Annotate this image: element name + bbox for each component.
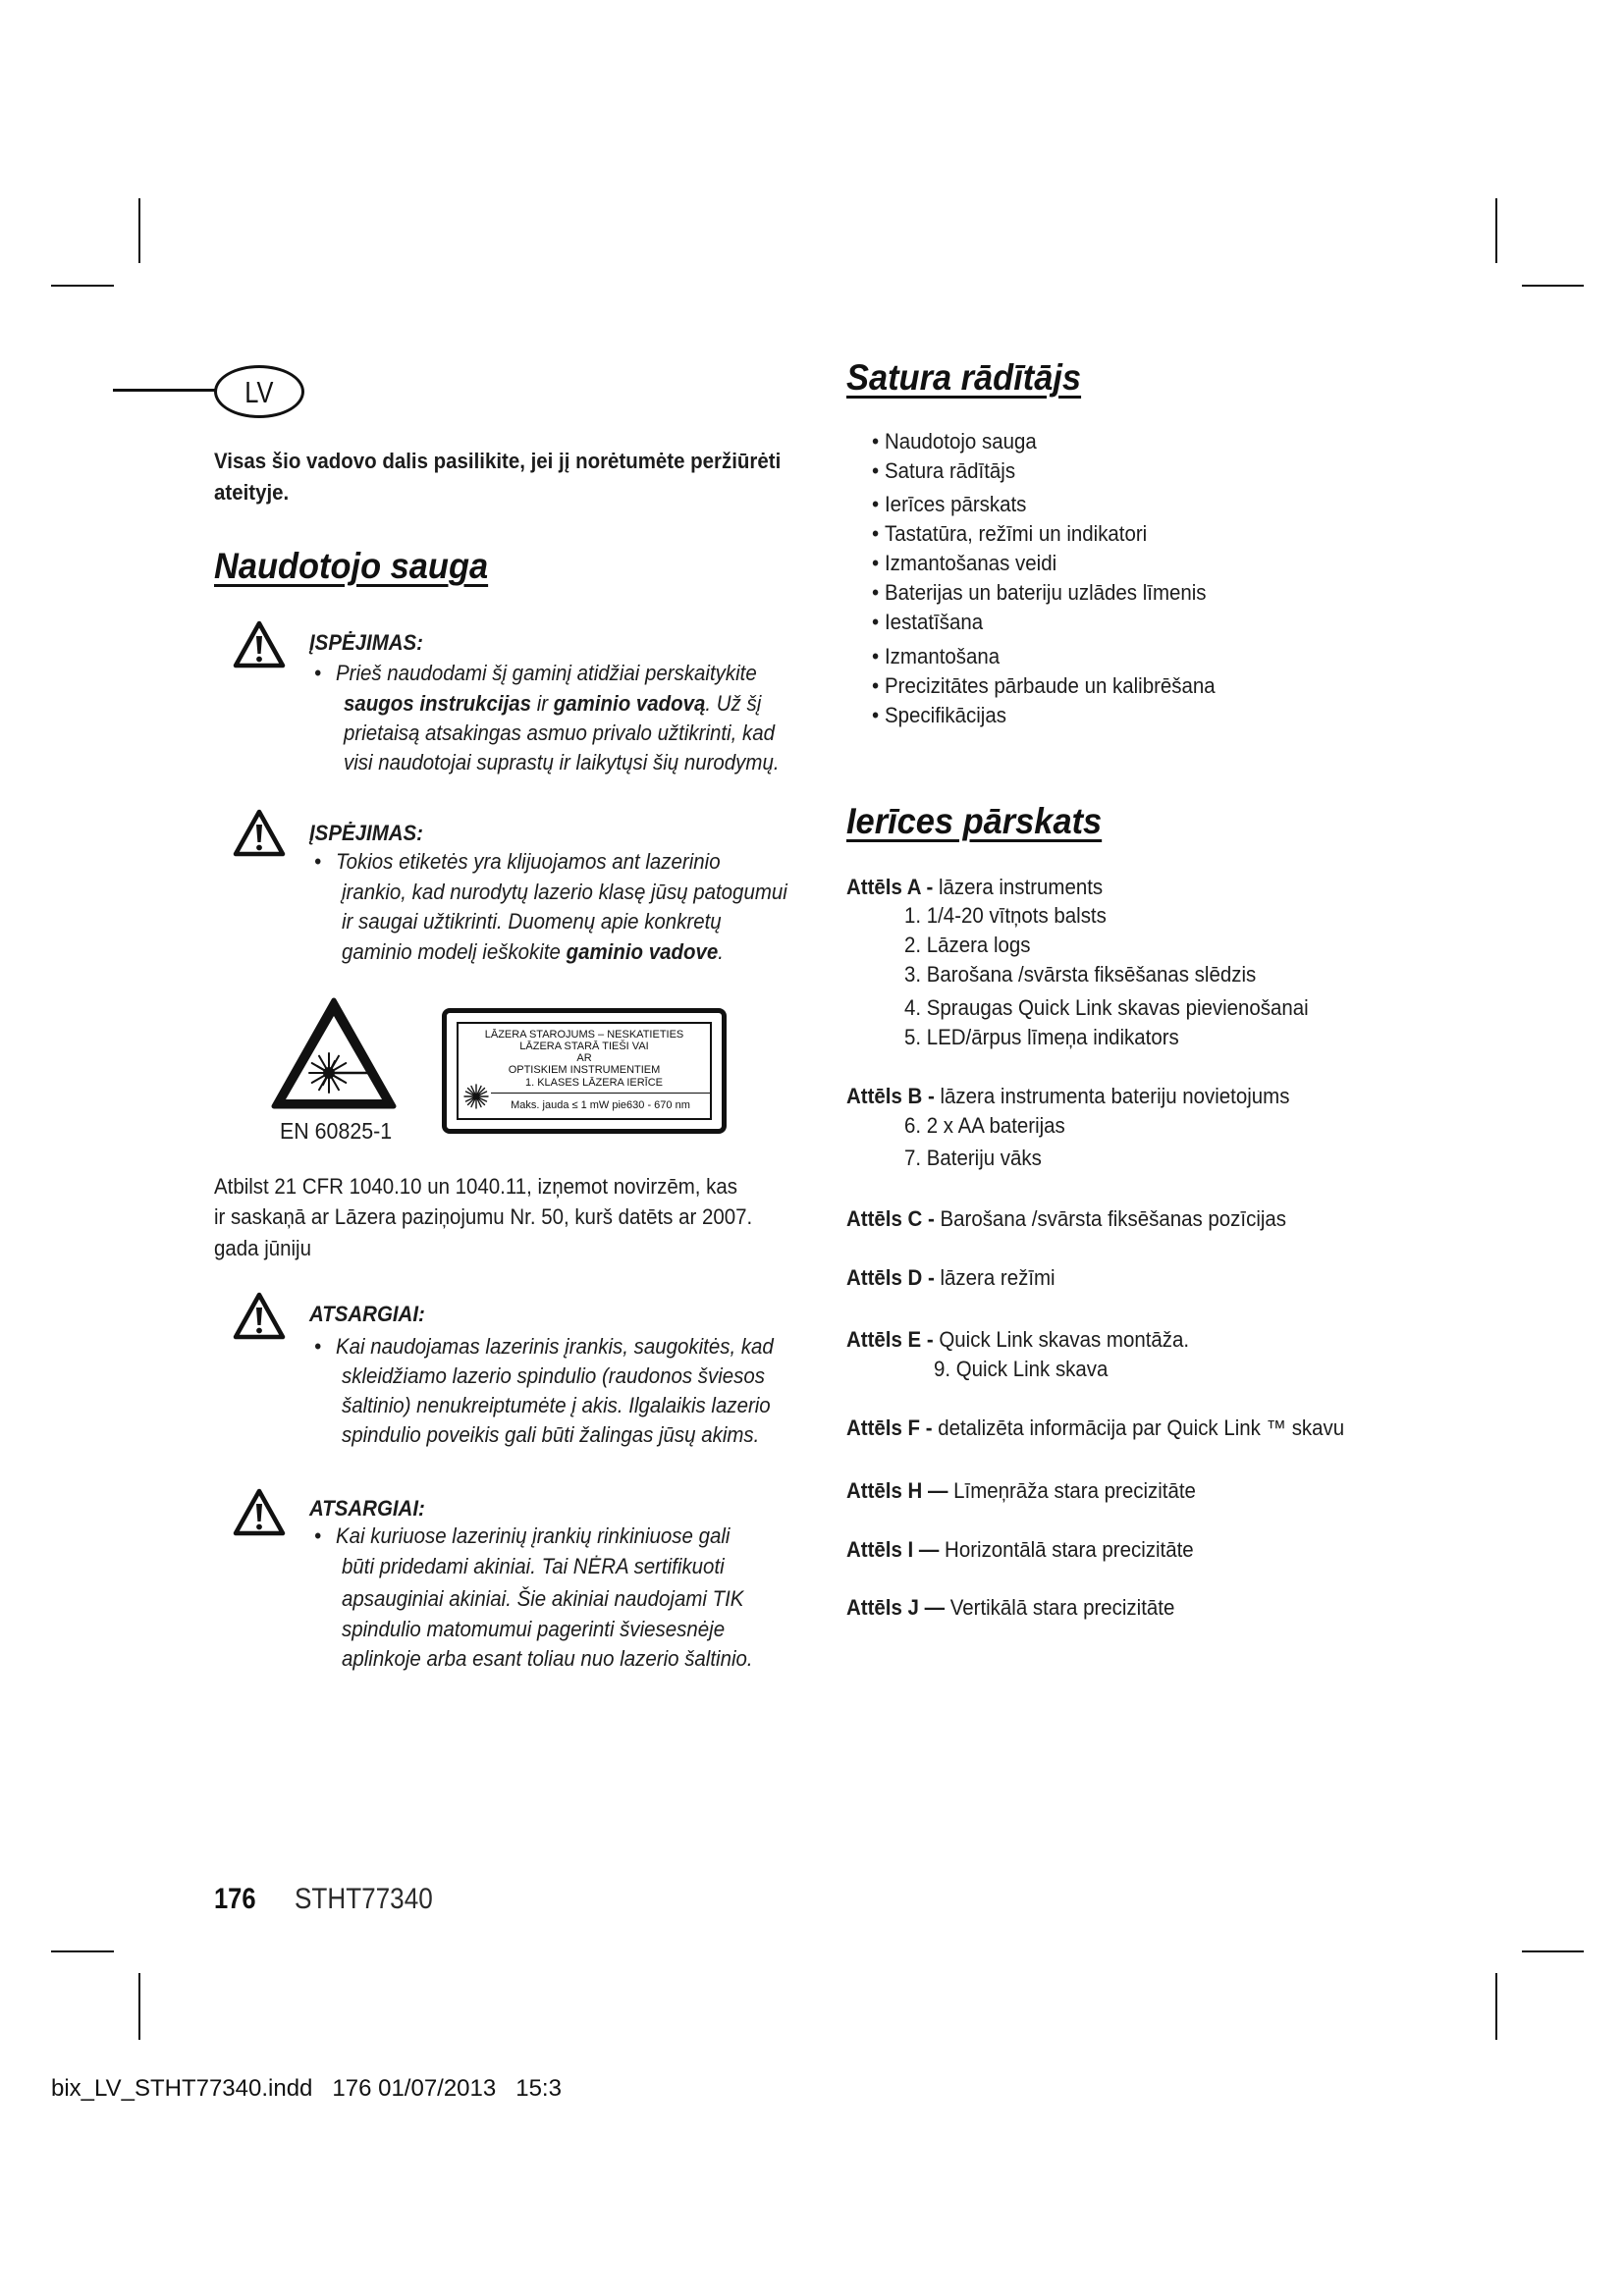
notice-text: . (718, 939, 724, 964)
figure-label: Attēls F - (846, 1415, 933, 1440)
figure-text: Quick Link skavas montāža. (933, 1327, 1190, 1352)
notice-line: ir saugai užtikrinti. Duomenų apie konkretų (342, 909, 722, 934)
label-spec: Maks. jauda ≤ 1 mW pie630 - 670 nm (511, 1099, 690, 1111)
notice-line: įrankio, kad nurodytų lazerio klasę jūsų patogumui (342, 880, 787, 904)
figure-caption (846, 873, 1103, 902)
figure-text: Horizontālā stara precizitāte (939, 1537, 1194, 1562)
figure-caption (846, 1263, 1056, 1293)
figure-caption (846, 1082, 1289, 1111)
bullet: • (314, 849, 322, 874)
contents-item: Iestatīšana (885, 610, 984, 634)
figure-label: Attēls B - (846, 1084, 935, 1108)
notice-line: Kai naudojamas lazerinis įrankis, saugokitės, kad (336, 1334, 774, 1359)
figure-item: 7. Bateriju vāks (904, 1146, 1042, 1170)
emphasis: gaminio vadovą (553, 691, 706, 716)
notice-line: Tokios etiketės yra klijuojamos ant lazerinio (336, 849, 721, 874)
warning-triangle-icon (233, 1487, 286, 1538)
contents-item: Baterijas un bateriju uzlādes līmenis (885, 580, 1207, 605)
figure-item: 2. Lāzera logs (904, 933, 1031, 957)
figure-item: 5. LED/ārpus līmeņa indikators (904, 1025, 1179, 1049)
bullet: • (872, 673, 880, 698)
crop-mark-top-right-horizontal (1522, 285, 1584, 287)
notice-line: spindulio poveikis gali būti žalingas jūsų akims. (342, 1422, 760, 1447)
compliance-line: ir saskaņā ar Lāzera paziņojumu Nr. 50, kurš datēts ar 2007. (214, 1204, 753, 1229)
figure-text: lāzera režīmi (934, 1265, 1056, 1290)
contents-item: Izmantošana (885, 644, 1001, 668)
notice-line: Kai kuriuose lazerinių įrankių rinkiniuose gali (336, 1523, 731, 1548)
contents-item: Satura rādītājs (885, 458, 1016, 483)
notice-line: aplinkoje arba esant toliau nuo lazerio šaltinio. (342, 1646, 753, 1671)
overview-title: Ierīces pārskats (846, 801, 1103, 841)
notice-line: būti pridedami akiniai. Tai NĖRA sertifikuoti (342, 1554, 725, 1578)
figure-item: 4. Spraugas Quick Link skavas pievienošanai (904, 995, 1309, 1020)
page-number: 176 (214, 1883, 256, 1915)
warning-triangle-icon (233, 808, 286, 859)
compliance-line: gada jūniju (214, 1236, 311, 1260)
figure-caption (846, 1593, 1174, 1623)
language-code: LV (244, 374, 274, 409)
emphasis: saugos instrukcijas (344, 691, 532, 716)
language-badge-rule (113, 389, 216, 392)
figure-text: lāzera instrumenta bateriju novietojums (934, 1084, 1290, 1108)
crop-mark-bottom-left-vertical (138, 1973, 140, 2040)
notice-line (344, 689, 761, 719)
label-divider (491, 1093, 710, 1094)
figure-item: 6. 2 x AA baterijas (904, 1113, 1065, 1138)
notice-line: prietaisą atsakingas asmuo privalo užtikrinti, kad (344, 721, 775, 745)
notice-line: skleidžiamo lazerio spindulio (raudonos šviesos (342, 1363, 766, 1388)
figure-label: Attēls J — (846, 1595, 946, 1620)
bullet: • (872, 429, 880, 454)
figure-text: Vertikālā stara precizitāte (945, 1595, 1175, 1620)
print-slug: bix_LV_STHT77340.indd 176 01/07/2013 15:3 (51, 2075, 562, 2102)
notice-line: Prieš naudodami šį gaminį atidžiai perskaitykite (336, 661, 757, 685)
notice-text: . Už šį (705, 691, 762, 716)
compliance-line: Atbilst 21 CFR 1040.10 un 1040.11, izņemot novirzēm, kas (214, 1174, 738, 1199)
model-number: STHT77340 (295, 1883, 433, 1915)
bullet: • (872, 521, 880, 546)
figure-label: Attēls H — (846, 1478, 948, 1503)
language-badge (214, 365, 304, 418)
bullet: • (314, 1334, 322, 1359)
figure-caption (846, 1476, 1196, 1506)
contents-title: Satura rādītājs (846, 357, 1082, 398)
bullet: • (872, 610, 880, 634)
notice-title: ATSARGIAI: (309, 1496, 425, 1521)
contents-item: Tastatūra, režīmi un indikatori (885, 521, 1148, 546)
crop-mark-bottom-right-vertical (1495, 1973, 1497, 2040)
figure-label: Attēls A - (846, 875, 934, 899)
laser-standard-code: EN 60825-1 (280, 1118, 393, 1144)
bullet: • (872, 703, 880, 727)
notice-line: visi naudotojai suprastų ir laikytųsi šių nurodymų. (344, 750, 780, 774)
notice-line (342, 937, 724, 967)
contents-item: Precizitātes pārbaude un kalibrēšana (885, 673, 1216, 698)
label-line: LĀZERA STARĀ TIEŠI VAI (519, 1041, 649, 1052)
figure-item: 1. 1/4-20 vītņots balsts (904, 903, 1107, 928)
figure-text: Līmeņrāža stara precizitāte (947, 1478, 1196, 1503)
notice-title: ĮSPĖJIMAS: (309, 821, 423, 845)
emphasis: gaminio vadove (566, 939, 719, 964)
bullet: • (314, 661, 322, 685)
notice-line: spindulio matomumui pagerinti šviesesnėje (342, 1617, 726, 1641)
crop-mark-top-left-horizontal (51, 285, 114, 287)
bullet: • (872, 551, 880, 575)
crop-mark-bottom-right-horizontal (1522, 1950, 1584, 1952)
notice-title: ĮSPĖJIMAS: (309, 630, 423, 655)
bullet: • (314, 1523, 322, 1548)
figure-label: Attēls E - (846, 1327, 934, 1352)
intro-line: Visas šio vadovo dalis pasilikite, jei jį norėtumėte peržiūrėti (214, 449, 782, 473)
contents-item: Specifikācijas (885, 703, 1006, 727)
laser-hazard-symbol-icon (270, 996, 398, 1112)
bullet: • (872, 644, 880, 668)
contents-item: Izmantošanas veidi (885, 551, 1057, 575)
crop-mark-top-left-vertical (138, 198, 140, 263)
label-line: 1. KLASES LĀZERA IERĪCE (524, 1077, 663, 1089)
safety-section-title: Naudotojo sauga (214, 546, 489, 586)
warning-triangle-icon (233, 619, 286, 670)
notice-text: ir (531, 691, 554, 716)
bullet: • (872, 580, 880, 605)
figure-text: Barošana /svārsta fiksēšanas pozīcijas (934, 1206, 1287, 1231)
contents-item: Naudotojo sauga (885, 429, 1037, 454)
bullet: • (872, 492, 880, 516)
notice-text: gaminio modelį ieškokite (342, 939, 567, 964)
figure-label: Attēls I — (846, 1537, 940, 1562)
laser-starburst-icon (463, 1084, 489, 1109)
notice-title: ATSARGIAI: (309, 1302, 425, 1326)
figure-caption (846, 1535, 1194, 1565)
bullet: • (872, 458, 880, 483)
label-line: AR (576, 1052, 592, 1064)
label-line: LĀZERA STAROJUMS – NESKATIETIES (484, 1029, 684, 1041)
crop-mark-bottom-left-horizontal (51, 1950, 114, 1952)
notice-line: apsauginiai akiniai. Šie akiniai naudojami TIK (342, 1586, 744, 1611)
warning-triangle-icon (233, 1291, 286, 1342)
figure-item: 3. Barošana /svārsta fiksēšanas slēdzis (904, 962, 1257, 987)
crop-mark-top-right-vertical (1495, 198, 1497, 263)
notice-line: šaltinio) nenukreiptumėte į akis. Ilgalaikis lazerio (342, 1393, 771, 1417)
figure-text: detalizēta informācija par Quick Link ™ skavu (932, 1415, 1345, 1440)
figure-text: lāzera instruments (933, 875, 1104, 899)
figure-caption (846, 1414, 1344, 1443)
figure-caption (846, 1204, 1286, 1234)
figure-caption (846, 1325, 1189, 1355)
label-line: OPTISKIEM INSTRUMENTIEM (508, 1064, 661, 1076)
figure-label: Attēls D - (846, 1265, 935, 1290)
intro-line: ateityje. (214, 480, 290, 505)
figure-label: Attēls C - (846, 1206, 935, 1231)
figure-item: 9. Quick Link skava (934, 1357, 1109, 1381)
contents-item: Ierīces pārskats (885, 492, 1027, 516)
